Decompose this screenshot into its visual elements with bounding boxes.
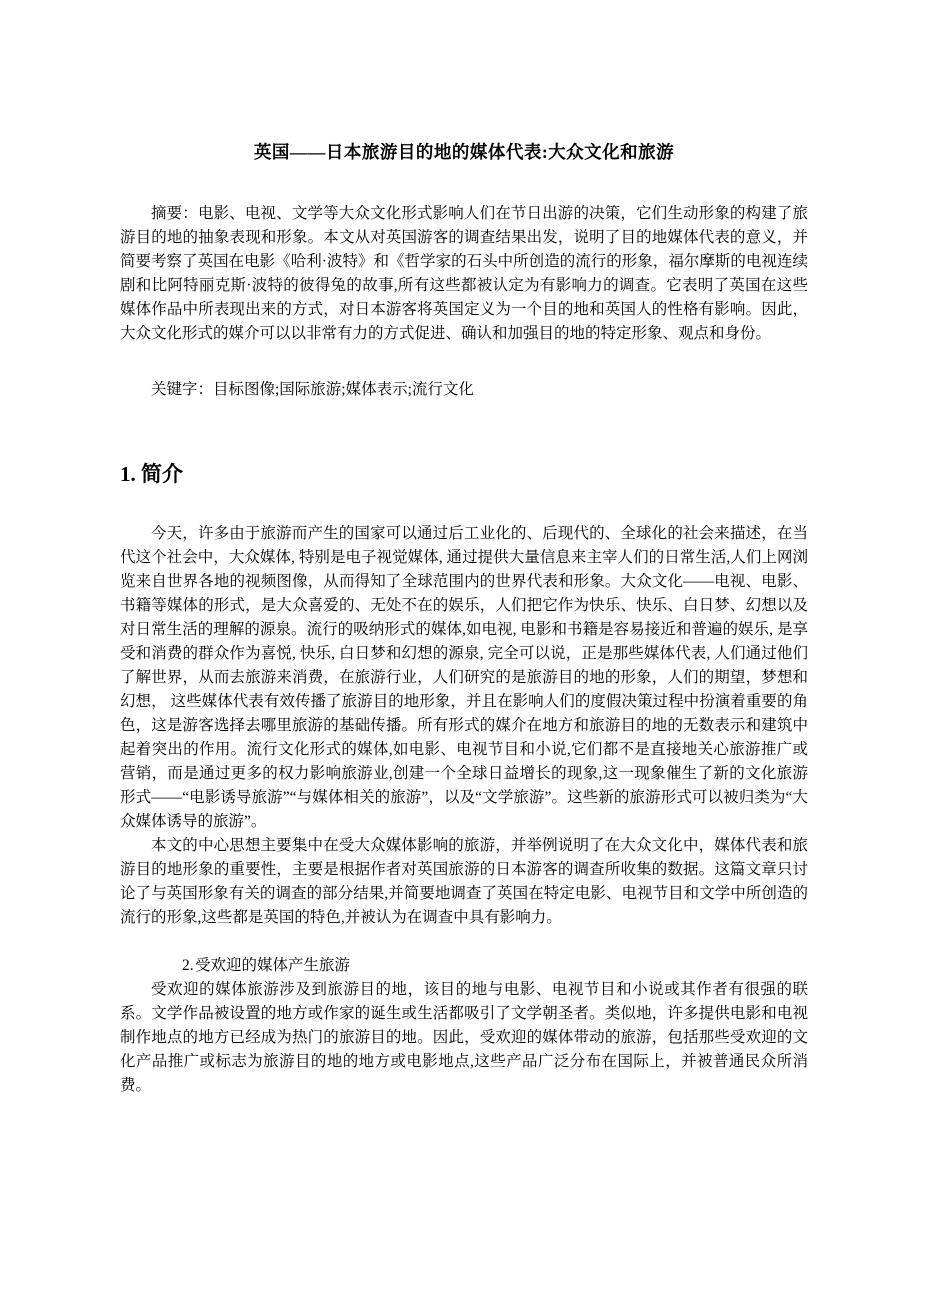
document-title: 英国——日本旅游目的地的媒体代表:大众文化和旅游: [253, 142, 675, 162]
abstract-paragraph: 摘要：电影、电视、文学等大众文化形式影响人们在节日出游的决策，它们生动形象的构建了旅游目的地的抽象表现和形象。本文从对英国游客的调查结果出发，说明了目的地媒体代表的意义，并简要考察了英国在电影《哈利·波特》和《哲学家的石头中所创造的流行的形象，福尔摩斯的电视连续剧和比阿特丽克斯·波特的彼得兔的故事,所有这些都被认定为有影响力的调查。它表明了英国在这些媒体作品中所表现出来的方式，对日本游客将英国定义为一个目的地和英国人的性格有影响。因此，大众文化形式的媒介可以以非常有力的方式促进、确认和加强目的地的特定形象、观点和身份。: [120, 205, 808, 342]
section2-heading-text: 受欢迎的媒体产生旅游: [195, 957, 351, 974]
keywords-line: 关键字：目标图像;国际旅游;媒体表示;流行文化: [151, 381, 474, 398]
section1-paragraph-2: 本文的中心思想主要集中在受大众媒体影响的旅游，并举例说明了在大众文化中，媒体代表和旅游目的地形象的重要性，主要是根据作者对英国旅游的日本游客的调查所收集的数据。这篇文章只讨论了与英国形象有关的调查的部分结果,并简要地调查了英国在特定电影、电视节目和文学中所创造的流行的形象,这些都是英国的特色,并被认为在调查中具有影响力。: [120, 837, 808, 926]
section2-heading: [120, 954, 808, 978]
section2-paragraph: 受欢迎的媒体旅游涉及到旅游目的地，该目的地与电影、电视节目和小说或其作者有很强的联系。文学作品被设置的地方或作家的诞生或生活都吸引了文学朝圣者。类似地，许多提供电影和电视制作地点的地方已经成为热门的旅游目的地。因此，受欢迎的媒体带动的旅游，包括那些受欢迎的文化产品推广或标志为旅游目的地的地方或电影地点,这些产品广泛分布在国际上，并被普通民众所消费。: [120, 981, 808, 1094]
section2-heading-number: 2.: [182, 957, 194, 974]
section1-heading: 1. 简介: [120, 462, 183, 486]
section1-paragraph-1: 今天，许多由于旅游而产生的国家可以通过后工业化的、后现代的、全球化的社会来描述，在当代这个社会中，大众媒体, 特别是电子视觉媒体, 通过提供大量信息来主宰人们的日常生活,人们上网浏览来自世界各地的视频图像，从而得知了全球范围内的世界代表和形象。大众文化——电视、电影、书籍等媒体的形式，是大众喜爱的、无处不在的娱乐，人们把它作为快乐、快乐、白日梦、幻想以及对日常生活的理解的源泉。流行的吸纳形式的媒体,如电视, 电影和书籍是容易接近和普遍的娱乐, 是享受和消费的群众作为喜悦, 快乐, 白日梦和幻想的源泉, 完全可以说，正是那些媒体代表, 人们通过他们了解世界，从而去旅游来消费，在旅游行业，人们研究的是旅游目的地的形象，人们的期望，梦想和幻想， 这些媒体代表有效传播了旅游目的地形象，并且在影响人们的度假决策过程中扮演着重要的角色，这是游客选择去哪里旅游的基础传播。所有形式的媒介在地方和旅游目的地的无数表示和建筑中起着突出的作用。流行文化形式的媒体,如电影、电视节目和小说,它们都不是直接地关心旅游推广或营销，而是通过更多的权力影响旅游业,创建一个全球日益增长的现象,这一现象催生了新的文化旅游形式——“电影诱导旅游”“与媒体相关的旅游”，以及“文学旅游”。这些新的旅游形式可以被归类为“大众媒体诱导的旅游”。: [120, 525, 808, 830]
